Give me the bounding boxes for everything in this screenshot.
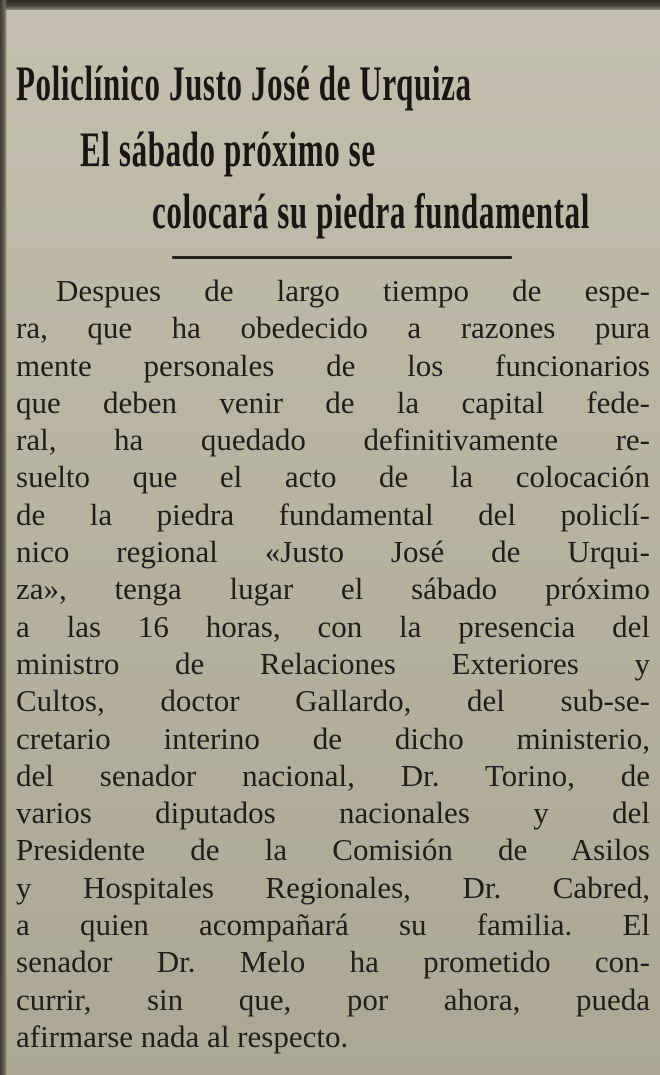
body-line: a las 16 horas, con la presencia del — [16, 608, 650, 644]
headline-line-1: Policlínico Justo José de Urquiza — [16, 55, 472, 111]
body-line: de la piedra fundamental del policlí- — [16, 496, 650, 532]
body-line: Presidente de la Comisión de Asilos — [16, 832, 650, 868]
body-line: Cultos, doctor Gallardo, del sub-se- — [16, 683, 650, 719]
body-line: y Hospitales Regionales, Dr. Cabred, — [16, 869, 650, 905]
body-line: senador Dr. Melo ha prometido con- — [16, 944, 650, 980]
body-line: afirmarse nada al respecto. — [16, 1018, 349, 1054]
article-body — [16, 272, 650, 1055]
body-line: varios diputados nacionales y del — [16, 795, 650, 831]
body-line: suelto que el acto de la colocación — [16, 459, 650, 495]
headline-line-3: colocará su piedra fundamental — [152, 183, 590, 239]
body-line: mente personales de los funcionarios — [16, 347, 650, 383]
top-border-rule — [0, 0, 660, 10]
headline-line-2: El sábado próximo se — [80, 121, 376, 177]
body-line: cretario interino de dicho ministerio, — [16, 720, 650, 756]
body-line: ministro de Relaciones Exteriores y — [16, 645, 650, 681]
body-line: nico regional «Justo José de Urqui- — [16, 534, 650, 570]
headline-divider — [172, 256, 512, 259]
body-line: que deben venir de la capital fede- — [16, 384, 650, 420]
body-line: del senador nacional, Dr. Torino, de — [16, 757, 650, 793]
body-line: Despues de largo tiempo de espe- — [56, 273, 650, 308]
body-line: ra, que ha obedecido a razones pura — [16, 310, 650, 346]
body-line: currir, sin que, por ahora, pueda — [16, 981, 650, 1017]
body-line: ral, ha quedado definitivamente re- — [16, 422, 650, 458]
body-line: a quien acompañará su familia. El — [16, 907, 650, 943]
left-border-rule — [0, 0, 7, 1075]
body-line: za», tenga lugar el sábado próximo — [16, 571, 650, 607]
